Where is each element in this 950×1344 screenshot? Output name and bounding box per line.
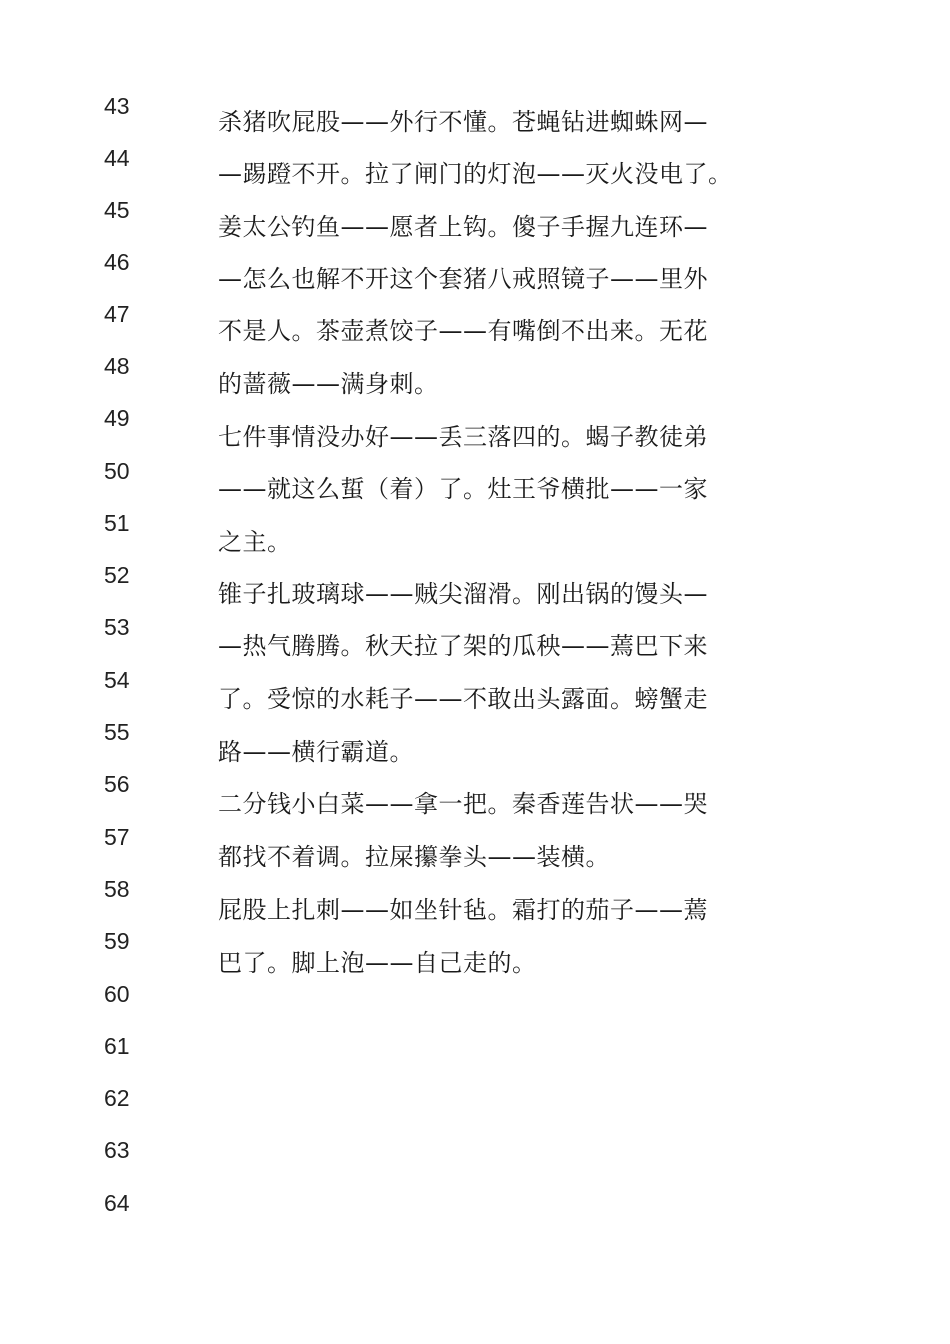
- line-number: 58: [104, 876, 130, 902]
- text-line: 都找不着调。拉屎攥拳头——装横。: [218, 843, 610, 871]
- line-number: 62: [104, 1085, 130, 1111]
- line-number: 46: [104, 249, 130, 275]
- line-number: 56: [104, 771, 130, 797]
- line-number: 59: [104, 928, 130, 954]
- line-number: 51: [104, 510, 130, 536]
- line-number: 57: [104, 824, 130, 850]
- line-number: 48: [104, 353, 130, 379]
- line-number: 43: [104, 93, 130, 119]
- line-number: 63: [104, 1137, 130, 1163]
- text-line: ——就这么蜇（着）了。灶王爷横批——一家: [218, 475, 708, 503]
- line-number: 44: [104, 145, 130, 171]
- text-line: 巴了。脚上泡——自己走的。: [218, 949, 537, 977]
- text-line: 二分钱小白菜——拿一把。秦香莲告状——哭: [218, 790, 708, 818]
- text-line: 姜太公钓鱼——愿者上钩。傻子手握九连环—: [218, 213, 708, 241]
- line-number: 60: [104, 981, 130, 1007]
- text-line: 七件事情没办好——丢三落四的。蝎子教徒弟: [218, 423, 708, 451]
- text-line: 了。受惊的水耗子——不敢出头露面。螃蟹走: [218, 685, 708, 713]
- text-line: 锥子扎玻璃球——贼尖溜滑。刚出锅的馒头—: [218, 580, 708, 608]
- text-line: —怎么也解不开这个套猪八戒照镜子——里外: [218, 265, 708, 293]
- line-number: 49: [104, 405, 130, 431]
- text-line: 不是人。茶壶煮饺子——有嘴倒不出来。无花: [218, 317, 708, 345]
- text-line: —踢蹬不开。拉了闸门的灯泡——灭火没电了。: [218, 160, 733, 188]
- line-number: 54: [104, 667, 130, 693]
- line-number: 61: [104, 1033, 130, 1059]
- text-line: 的蔷薇——满身刺。: [218, 370, 439, 398]
- text-line: 之主。: [218, 528, 292, 556]
- line-number: 47: [104, 301, 130, 327]
- line-number: 50: [104, 458, 130, 484]
- text-line: 屁股上扎刺——如坐针毡。霜打的茄子——蔫: [218, 896, 708, 924]
- line-number: 64: [104, 1190, 130, 1216]
- line-number: 45: [104, 197, 130, 223]
- text-line: 杀猪吹屁股——外行不懂。苍蝇钻进蜘蛛网—: [218, 108, 708, 136]
- line-number: 55: [104, 719, 130, 745]
- line-number: 52: [104, 562, 130, 588]
- text-line: 路——横行霸道。: [218, 738, 414, 766]
- text-line: —热气腾腾。秋天拉了架的瓜秧——蔫巴下来: [218, 632, 708, 660]
- line-number: 53: [104, 614, 130, 640]
